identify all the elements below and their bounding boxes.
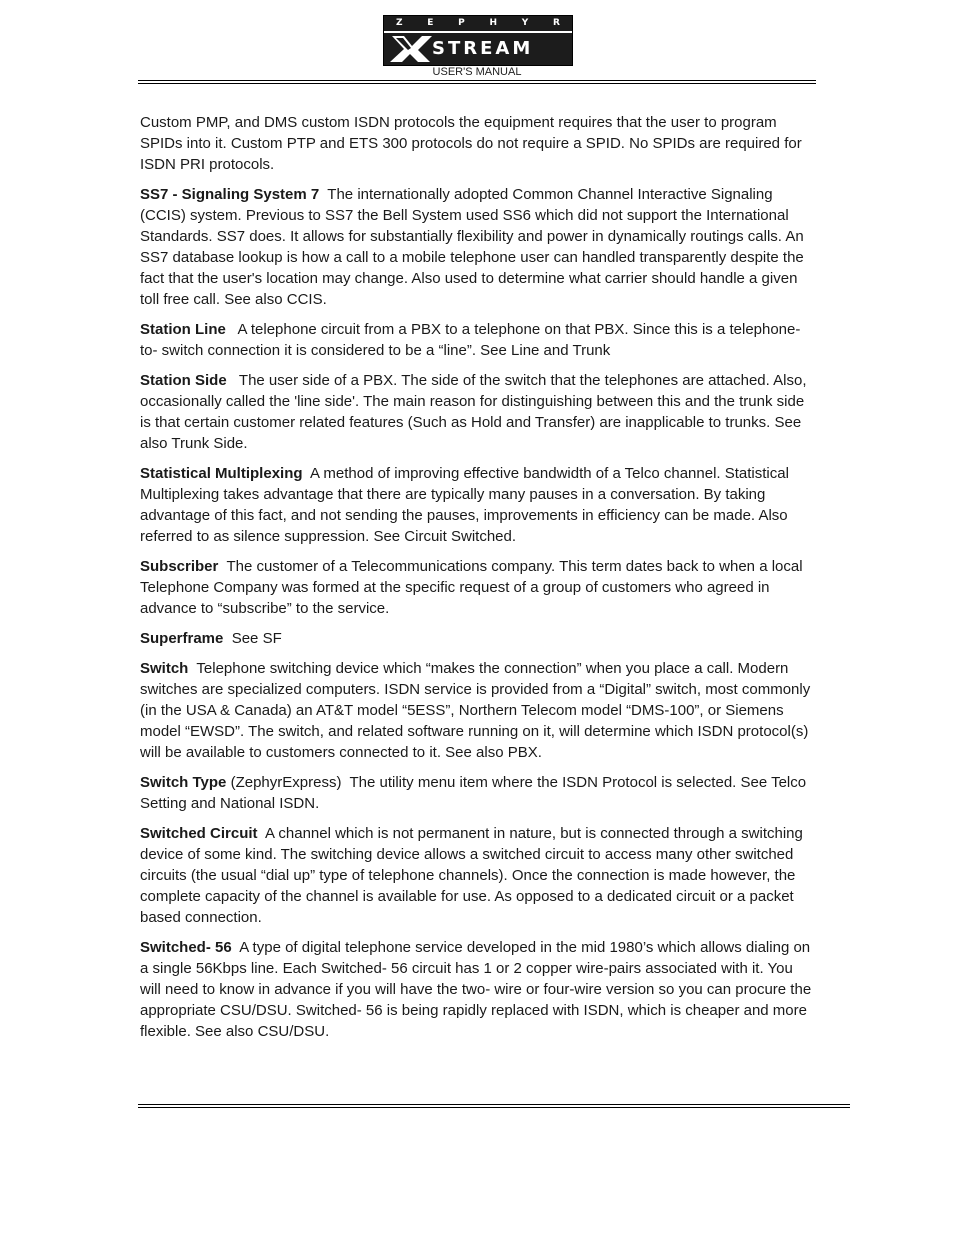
- logo-letter: Y: [521, 18, 529, 28]
- glossary-entry: [140, 463, 816, 547]
- logo-letter: R: [553, 18, 560, 28]
- glossary-entry: [140, 319, 816, 361]
- entry-term: Station Line: [140, 321, 226, 338]
- entry-definition: A type of digital telephone service developed in the mid 1980’s which allows dialing on a single 56Kbps line. Each Switched- 56 circuit has 1 or 2 copper wire-pairs associated with it. You will need to know in advance if you will have the two- wire or four-wire version so you can procure the appropriate CSU/DSU. Switched- 56 is being rapidly replaced with ISDN, which is cheaper and more flexible. See also CSU/DSU.: [140, 939, 816, 1040]
- logo-letter: E: [427, 18, 434, 28]
- entry-term: Superframe: [140, 630, 224, 647]
- logo-x-mark-icon: [388, 34, 434, 64]
- glossary-entry: [140, 823, 816, 928]
- footer-rule: [138, 1107, 850, 1108]
- entry-definition: Telephone switching device which “makes the connection” when you place a call. Modern switches are specialized computers. ISDN service is provided from a “Digital” switch, most commonly (in the USA & Canada) an AT&T model “5ESS”, Northern Telecom model “DMS-100”, or Siemens model “EWSD”. The switch, and related software running on it, will determine which ISDN protocol(s) will be available to customers connected to it. See also PBX.: [140, 660, 815, 761]
- footer-rule: [138, 1104, 850, 1105]
- glossary-entry: [140, 556, 816, 619]
- header-rule: [138, 83, 816, 84]
- entry-definition: The user side of a PBX. The side of the switch that the telephones are attached. Also, occasionally called the 'line side'. The main reason for distinguishing between this and the trunk side is that certain customer related features (Such as Hold and Transfer) are inapplicable to trunks. See also Trunk Side.: [140, 372, 811, 452]
- logo-separator: [384, 31, 572, 33]
- entry-definition: A telephone circuit from a PBX to a telephone on that PBX. Since this is a telephone- to- switch connection it is considered to be a “line”. See Line and Trunk: [140, 321, 805, 359]
- entry-definition: The internationally adopted Common Channel Interactive Signaling (CCIS) system. Previous to SS7 the Bell System used SS6 which did not support the International Standards. SS7 does. It allows for substantially flexibility and power in dynamically routings calls. An SS7 database lookup is how a call to a mobile telephone user can handled transparently despite the fact that the user's location may change. Also used to determine what carrier should handle a given toll free call. See also CCIS.: [140, 186, 808, 308]
- header-rule: [138, 80, 816, 81]
- entry-definition: A channel which is not permanent in nature, but is connected through a switching device of some kind. The switching device allows a switched circuit to access many other switched circuits (the usual “dial up” type of telephone channels). Once the connection is made however, the complete capacity of the channel is available for use. As opposed to a dedicated circuit or a packet based connection.: [140, 825, 808, 926]
- entry-definition: A method of improving effective bandwidth of a Telco channel. Statistical Multiplexing takes advantage that there are typically many pauses in a conversation. By taking advantage of this fact, and not sending the pauses, improvements in efficiency can be made. Also referred to as silence suppression. See Circuit Switched.: [140, 465, 794, 545]
- entry-definition: The customer of a Telecommunications company. This term dates back to when a local Telephone Company was formed at the specific request of a group of customers who agreed in advance to “subscribe” to the service.: [140, 558, 807, 617]
- logo-letter: H: [489, 18, 498, 28]
- entry-term: Switched- 56: [140, 939, 232, 956]
- entry-term: Statistical Multiplexing: [140, 465, 303, 482]
- glossary-entry: [140, 772, 816, 814]
- glossary-entry: [140, 658, 816, 763]
- glossary-content: [140, 112, 816, 1051]
- logo-bottom: [388, 34, 568, 64]
- entry-term: SS7 - Signaling System 7: [140, 186, 320, 203]
- glossary-entry: [140, 628, 816, 649]
- manual-label: USER'S MANUAL: [432, 66, 522, 78]
- intro-paragraph: Custom PMP, and DMS custom ISDN protocols the equipment requires that the user to program SPIDs into it. Custom PTP and ETS 300 protocols do not require a SPID. No SPIDs are required for ISDN PRI protocols.: [140, 114, 802, 173]
- entry-term: Station Side: [140, 372, 227, 389]
- entry-term: Switch: [140, 660, 189, 677]
- entry-definition: (ZephyrExpress) The utility menu item where the ISDN Protocol is selected. See Telco Setting and National ISDN.: [140, 774, 811, 812]
- glossary-entry: [140, 184, 816, 310]
- logo-letter: P: [458, 18, 465, 28]
- entry-definition: See SF: [223, 630, 282, 647]
- logo-top-letters: [384, 18, 572, 29]
- entry-term: Switch Type: [140, 774, 227, 791]
- entry-term: Switched Circuit: [140, 825, 258, 842]
- glossary-entry: [140, 370, 816, 454]
- glossary-entry: [140, 937, 816, 1042]
- entry-term: Subscriber: [140, 558, 219, 575]
- logo-letter: Z: [396, 18, 403, 28]
- logo-wordmark: STREAM: [432, 38, 534, 59]
- zephyr-xstream-logo: [383, 15, 573, 66]
